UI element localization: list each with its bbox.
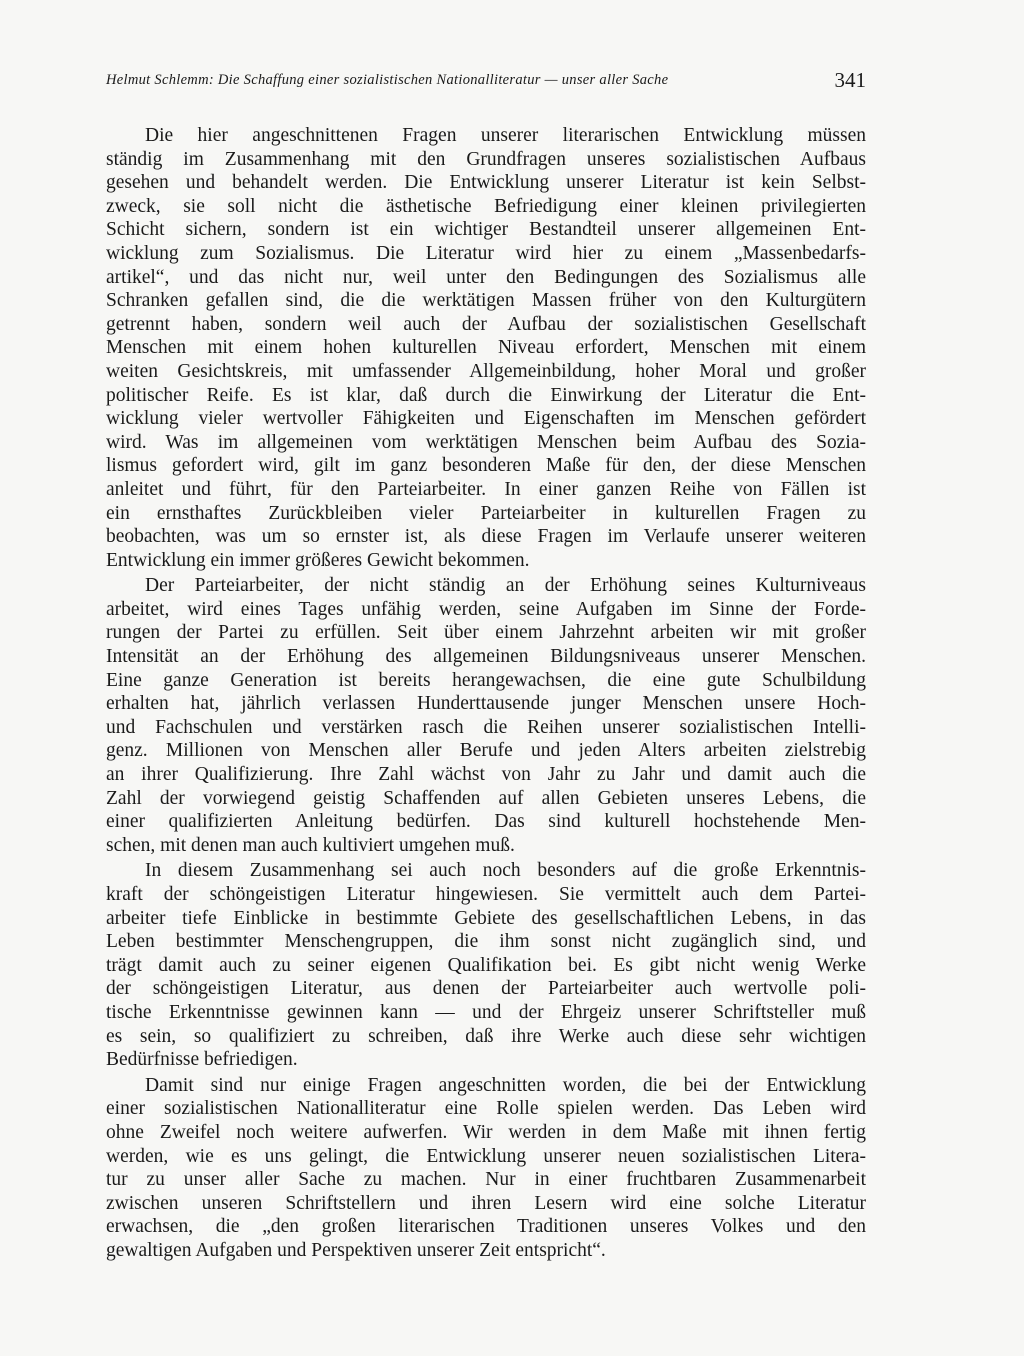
text-line: schen, mit denen man auch kultiviert umgehen muß. [106,834,515,856]
text-line: zwischen unseren Schriftstellern und ihren Lesern wird eine solche Literatur [106,1192,866,1214]
text-line: arbeiter tiefe Einblicke in bestimmte Gebiete des gesellschaftlichen Lebens, in das [106,907,866,929]
text-line: trägt damit auch zu seiner eigenen Qualifikation bei. Es gibt nicht wenig Werke [106,954,866,976]
text-line: kraft der schöngeistigen Literatur hingewiesen. Sie vermittelt auch dem Partei- [106,884,866,905]
text-line: Menschen mit einem hohen kulturellen Niveau erfordert, Menschen mit einem [106,337,866,359]
page-number: 341 [834,68,866,92]
text-line: einer sozialistischen Nationalliteratur eine Rolle spielen werden. Das Leben wird [106,1098,866,1120]
text-line: Leben bestimmter Menschengruppen, die ihm sonst nicht zugänglich sind, und [106,931,866,953]
text-line: erhalten hat, jährlich verlassen Hunderttausende junger Menschen unsere Hoch- [106,693,866,715]
text-line: erwachsen, die „den großen literarischen Traditionen unseres Volkes und den [106,1216,866,1238]
text-line: Der Parteiarbeiter, der nicht ständig an der Erhöhung seines Kulturniveaus [145,575,866,597]
text-line: gewaltigen Aufgaben und Perspektiven unserer Zeit entspricht“. [106,1239,606,1261]
text-line: getrennt haben, sondern weil auch der Aufbau der sozialistischen Gesellschaft [106,313,866,335]
text-line: rungen der Partei zu erfüllen. Seit über einem Jahrzehnt arbeiten wir mit großer [106,622,866,644]
text-line: beobachten, was um so ernster ist, als diese Fragen im Verlaufe unserer weiteren [106,526,866,548]
text-line: Zahl der vorwiegend geistig Schaffenden auf allen Gebieten unseres Lebens, die [106,787,866,809]
text-line: Die hier angeschnittenen Fragen unserer literarischen Entwicklung müssen [145,125,866,146]
text-line: es sein, so qualifiziert zu schreiben, daß ihre Werke auch diese sehr wichtigen [106,1025,866,1047]
text-line: artikel“, und das nicht nur, weil unter den Bedingungen des Sozialismus alle [106,266,866,288]
text-line: und Fachschulen und verstärken rasch die Reihen unserer sozialistischen Intelli- [106,716,866,738]
text-line: wicklung zum Sozialismus. Die Literatur wird hier zu einem „Massenbedarfs- [106,242,866,264]
text-line: Intensität an der Erhöhung des allgemeinen Bildungsniveaus unserer Menschen. [106,646,866,668]
text-line: lismus gefordert wird, gilt im ganz besonderen Maße für den, der diese Menschen [106,455,866,477]
paragraph [106,574,866,857]
text-line: anleitet und führt, für den Parteiarbeiter. In einer ganzen Reihe von Fällen ist [106,478,866,500]
text-line: Schranken gefallen sind, die die werktätigen Massen früher von den Kulturgütern [106,290,866,312]
text-line: einer qualifizierten Anleitung bedürfen. Das sind kulturell hochstehende Men- [106,811,866,833]
text-line: Damit sind nur einige Fragen angeschnitten worden, die bei der Entwicklung [145,1074,866,1096]
text-line: weiten Gesichtskreis, mit umfassender Allgemeinbildung, hoher Moral und großer [106,360,866,382]
text-line: arbeitet, wird eines Tages unfähig werden, seine Aufgaben im Sinne der Forde- [106,598,866,620]
text-line: genz. Millionen von Menschen aller Berufe und jeden Alters arbeiten zielstrebig [106,740,866,762]
text-line: der schöngeistigen Literatur, aus denen der Parteiarbeiter auch wertvolle poli- [106,978,866,1000]
text-line: ein ernsthaftes Zurückbleiben vieler Parteiarbeiter in kulturellen Fragen zu [106,502,866,524]
text-line: wicklung vieler wertvoller Fähigkeiten und Eigenschaften im Menschen gefördert [106,408,866,430]
text-line: In diesem Zusammenhang sei auch noch besonders auf die große Erkenntnis- [145,860,866,882]
running-head: Helmut Schlemm: Die Schaffung einer sozialistischen Nationalliteratur — unser aller Sache [106,72,669,88]
body-text [106,124,866,1263]
text-line: gesehen und behandelt werden. Die Entwicklung unserer Literatur ist kein Selbst- [106,172,866,194]
text-line: wird. Was im allgemeinen vom werktätigen Menschen beim Aufbau des Sozia- [106,431,866,453]
text-line: Eine ganze Generation ist bereits herangewachsen, die eine gute Schulbildung [106,669,866,691]
text-line: Entwicklung ein immer größeres Gewicht bekommen. [106,549,530,571]
text-line: ohne Zweifel noch weitere aufwerfen. Wir werden in dem Maße mit ihnen fertig [106,1121,866,1143]
text-line: werden, wie es uns gelingt, die Entwicklung unserer neuen sozialistischen Litera- [106,1145,866,1167]
page-header [106,68,866,94]
text-line: tur zu unser aller Sache zu machen. Nur in einer fruchtbaren Zusammenarbeit [106,1169,866,1191]
paragraph [106,1074,866,1263]
text-line: zweck, sie soll nicht die ästhetische Befriedigung einer kleinen privilegierten [106,195,866,217]
text-line: ständig im Zusammenhang mit den Grundfragen unseres sozialistischen Aufbaus [106,148,866,170]
text-line: politischer Reife. Es ist klar, daß durch die Einwirkung der Literatur die Ent- [106,384,866,406]
text-line: tische Erkenntnisse gewinnen kann — und der Ehrgeiz unserer Schriftsteller muß [106,1001,866,1023]
text-line: Bedürfnisse befriedigen. [106,1049,298,1071]
paragraph [106,859,866,1071]
text-line: Schicht sichern, sondern ist ein wichtiger Bestandteil unserer allgemeinen Ent- [106,219,866,241]
paragraph [106,124,866,572]
text-line: an ihrer Qualifizierung. Ihre Zahl wächst von Jahr zu Jahr und damit auch die [106,764,866,786]
